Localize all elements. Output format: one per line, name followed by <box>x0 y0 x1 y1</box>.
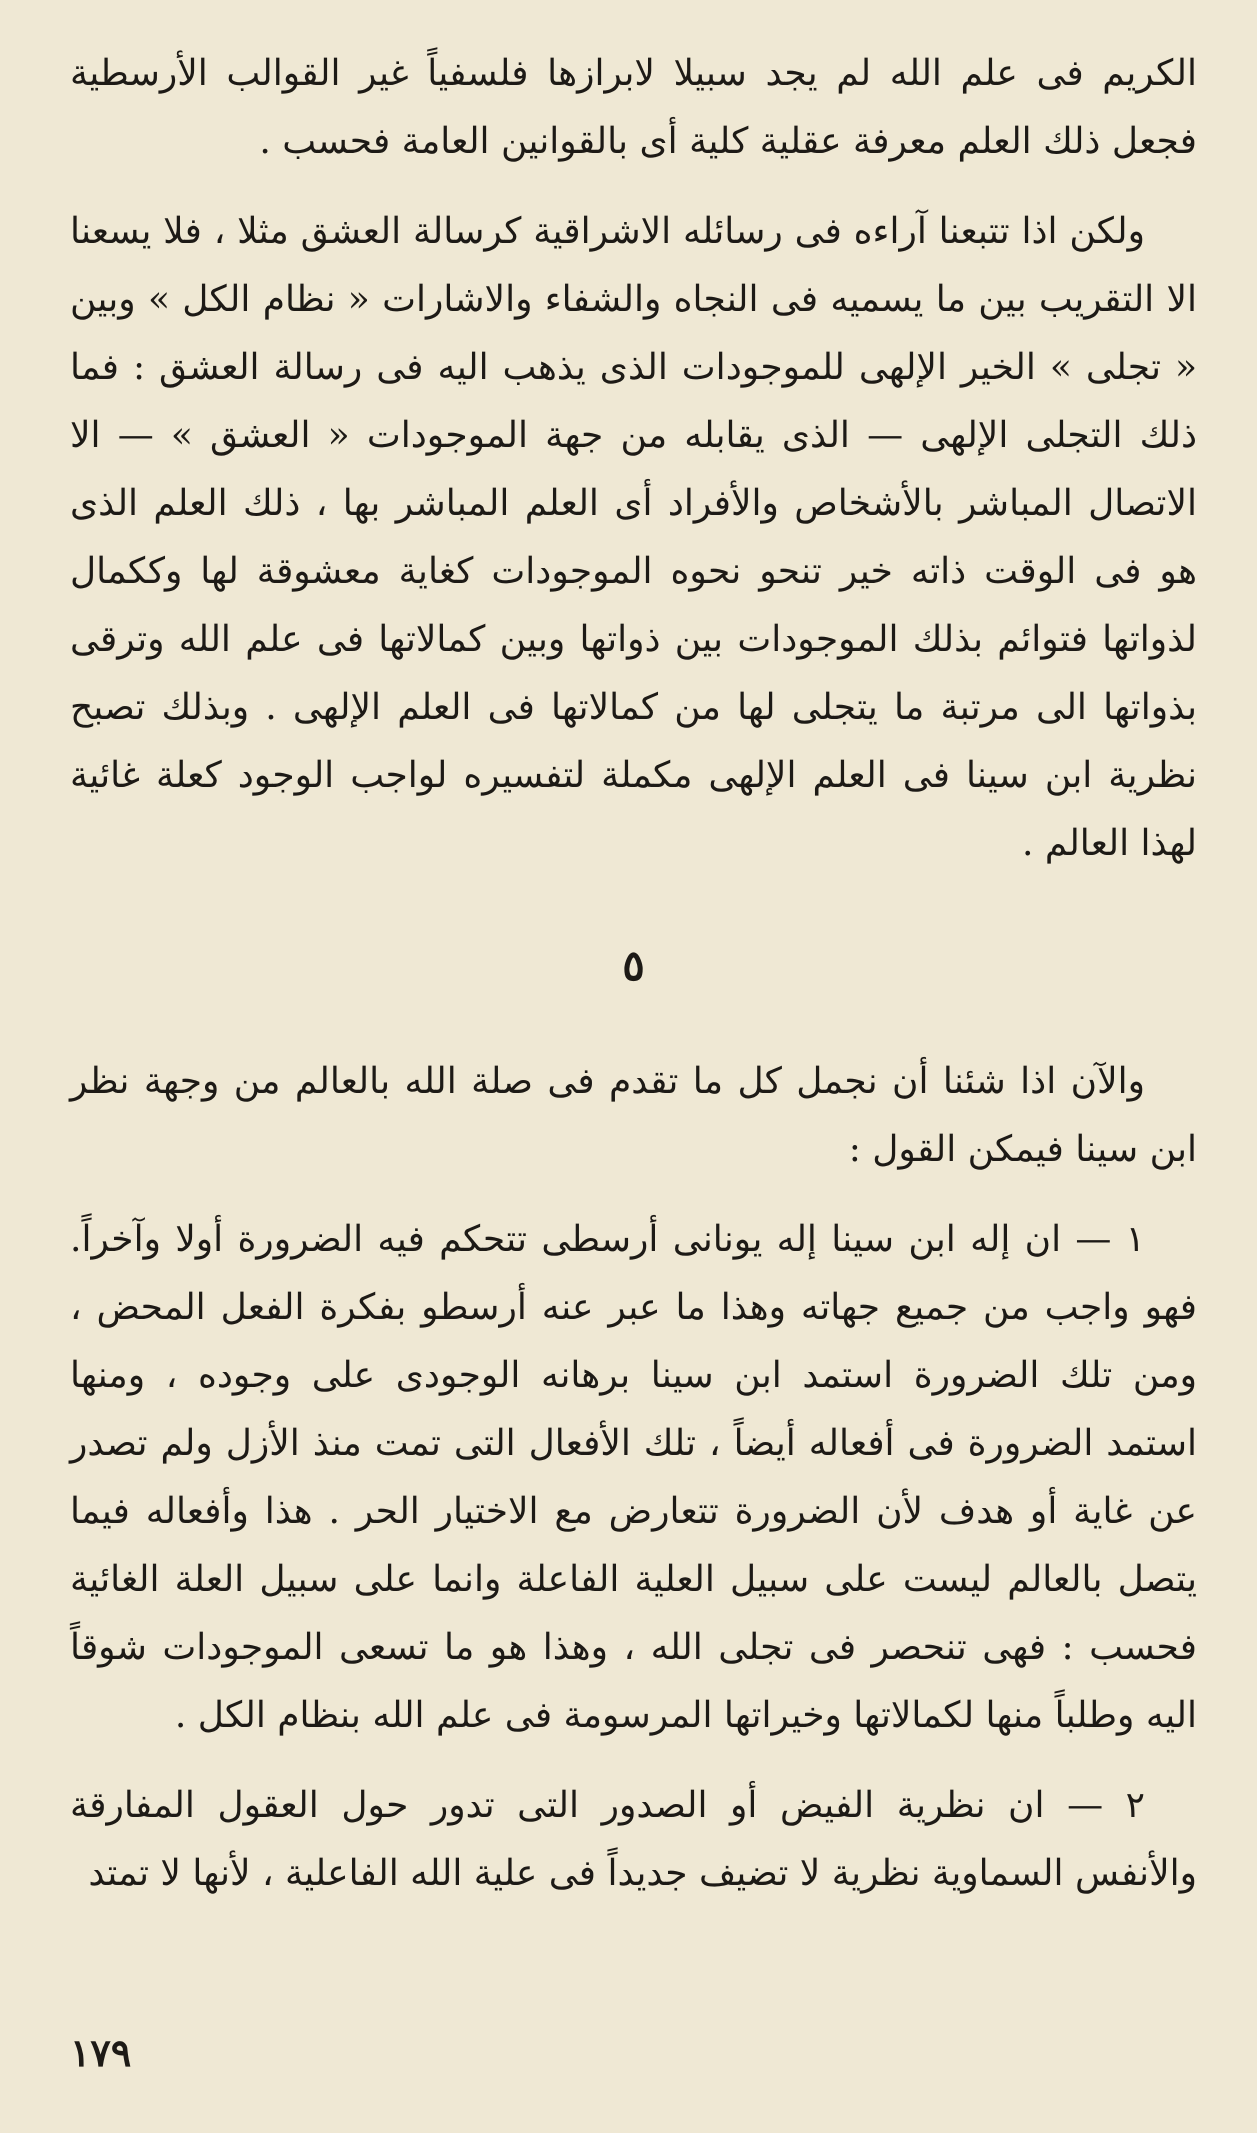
paragraph-point-1: ١ — ان إله ابن سينا إله يونانى أرسطى تتحكم فيه الضرورة أولا وآخراً. فهو واجب من جميع جهاته وهذا ما عبر عنه أرسطو بفكرة الفعل المحض ، ومن تلك الضرورة استمد ابن سينا برهانه الوجودى على وجوده ، ومنها استمد الضرورة فى أفعاله أيضاً ، تلك الأفعال التى تمت منذ الأزل ولم تصدر عن غاية أو هدف لأن الضرورة تتعارض مع الاختيار الحر . هذا وأفعاله فيما يتصل بالعالم ليست على سبيل العلية الفاعلة وانما على سبيل العلة الغائية فحسب : فهى تنحصر فى تجلى الله ، وهذا هو ما تسعى الموجودات شوقاً اليه وطلباً منها لكمالاتها وخيراتها المرسومة فى علم الله بنظام الكل . <box>70 1219 1197 1736</box>
paragraph-continuation: الكريم فى علم الله لم يجد سبيلا لابرازها فلسفياً غير القوالب الأرسطية فجعل ذلك العلم معرفة عقلية كلية أى بالقوانين العامة فحسب . <box>70 53 1197 162</box>
section-number: ٥ <box>622 941 645 990</box>
body-text <box>70 40 1197 1930</box>
paragraph-summary-intro: والآن اذا شئنا أن نجمل كل ما تقدم فى صلة الله بالعالم من وجهة نظر ابن سينا فيمكن القول : <box>70 1061 1197 1170</box>
paragraph-point-2: ٢ — ان نظرية الفيض أو الصدور التى تدور حول العقول المفارقة والأنفس السماوية نظرية لا تضيف جديداً فى علية الله الفاعلية ، لأنها لا تمتد <box>70 1785 1197 1894</box>
paragraph-ishraqi-letters: ولكن اذا تتبعنا آراءه فى رسائله الاشراقية كرسالة العشق مثلا ، فلا يسعنا الا التقريب بين ما يسميه فى النجاه والشفاء والاشارات « نظام الكل » وبين « تجلى » الخير الإلهى للموجودات الذى يذهب اليه فى رسالة العشق : فما ذلك التجلى الإلهى — الذى يقابله من جهة الموجودات « العشق » — الا الاتصال المباشر بالأشخاص والأفراد أى العلم المباشر بها ، ذلك العلم الذى هو فى الوقت ذاته خير تنحو نحوه الموجودات كغاية معشوقة لها وككمال لذواتها فتوائم بذلك الموجودات بين ذواتها وبين كمالاتها فى علم الله وترقى بذواتها الى مرتبة ما يتجلى لها من كمالاتها فى العلم الإلهى . وبذلك تصبح نظرية ابن سينا فى العلم الإلهى مكملة لتفسيره لواجب الوجود كعلة غائية لهذا العالم . <box>70 211 1197 864</box>
page-number: ١٧٩ <box>70 2030 132 2075</box>
